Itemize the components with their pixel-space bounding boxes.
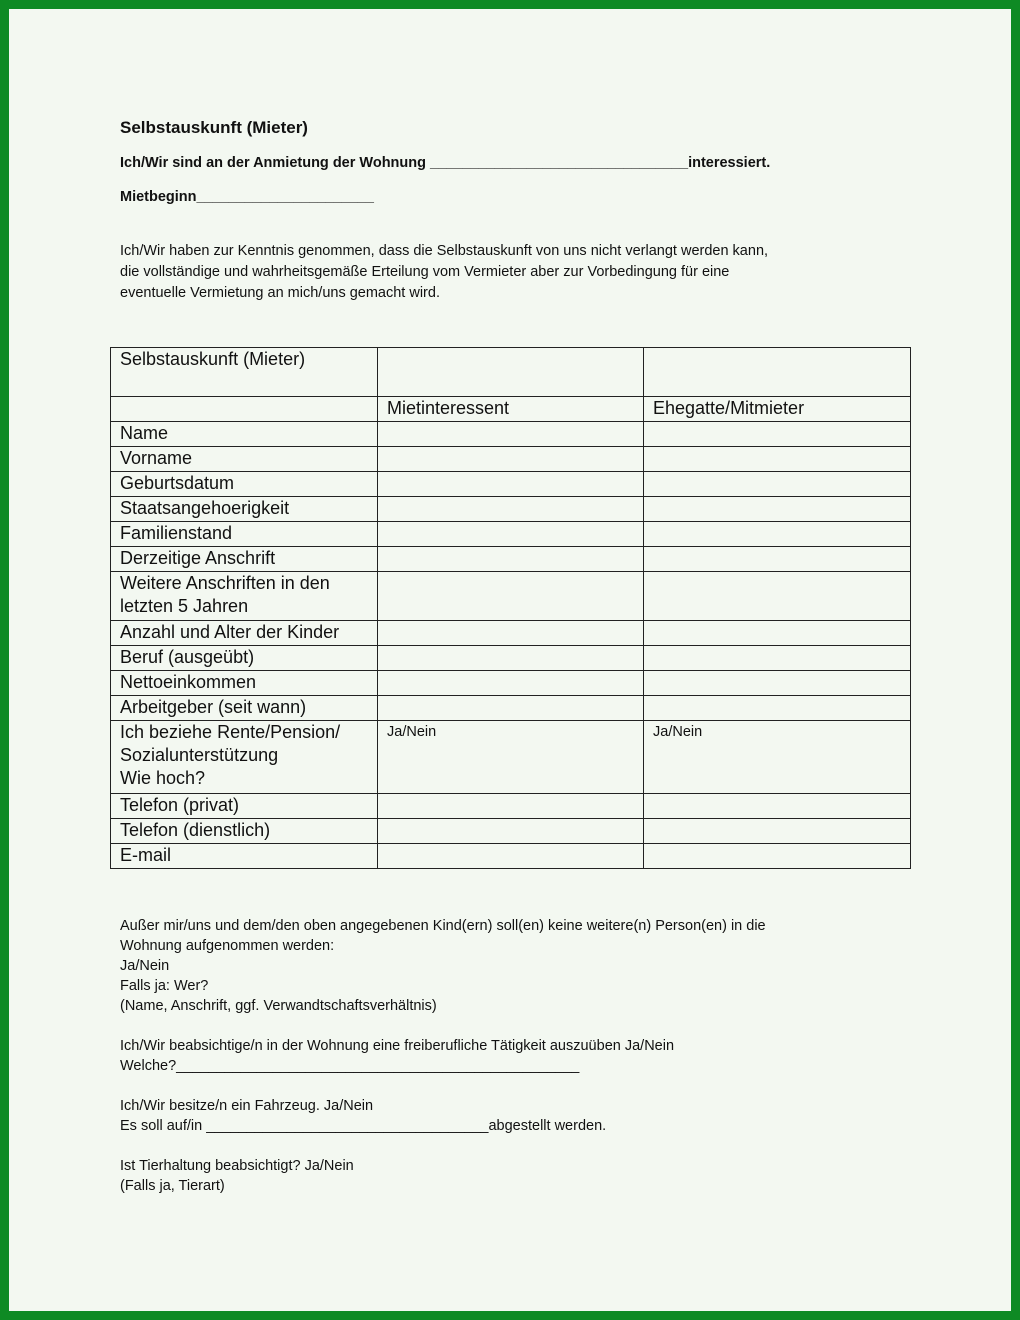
applicant-cell[interactable] (378, 794, 644, 819)
spouse-cell[interactable] (644, 447, 911, 472)
spouse-cell[interactable] (644, 696, 911, 721)
applicant-cell[interactable] (378, 572, 644, 621)
pets-block (120, 1156, 900, 1196)
table-header-title: Selbstauskunft (Mieter) (111, 348, 378, 397)
row-label-line: letzten 5 Jahren (120, 596, 249, 616)
table-header-empty (378, 348, 644, 397)
row-label: E-mail (111, 844, 378, 869)
row-label: Familienstand (111, 522, 378, 547)
text-line: (Falls ja, Tierart) (120, 1178, 225, 1194)
freelance-work-block (120, 1036, 900, 1076)
spacer (120, 1136, 900, 1156)
table-row (111, 819, 911, 844)
applicant-cell[interactable] (378, 522, 644, 547)
self-disclosure-table (110, 347, 911, 869)
applicant-cell[interactable] (378, 646, 644, 671)
spouse-yes-no-cell[interactable]: Ja/Nein (644, 721, 911, 794)
text-line: Ich/Wir besitze/n ein Fahrzeug. Ja/Nein (120, 1098, 374, 1114)
text-line: Ist Tierhaltung beabsichtigt? Ja/Nein (120, 1158, 354, 1174)
spouse-cell[interactable] (644, 794, 911, 819)
applicant-cell[interactable] (378, 447, 644, 472)
spouse-cell[interactable] (644, 472, 911, 497)
table-row (111, 621, 911, 646)
text-line: Es soll auf/in ___________________________________abgestellt werden. (120, 1118, 607, 1134)
rental-start-line: Mietbeginn______________________ (120, 189, 374, 205)
spouse-cell[interactable] (644, 422, 911, 447)
row-label: Vorname (111, 447, 378, 472)
row-label: Geburtsdatum (111, 472, 378, 497)
row-label: Beruf (ausgeübt) (111, 646, 378, 671)
additional-persons-block (120, 916, 900, 1016)
text-line: Falls ja: Wer? (120, 978, 209, 994)
spacer (120, 1016, 900, 1036)
row-label: Staatsangehoerigkeit (111, 497, 378, 522)
vehicle-block (120, 1096, 900, 1136)
spouse-cell[interactable] (644, 819, 911, 844)
table-row (111, 447, 911, 472)
row-label: Telefon (privat) (111, 794, 378, 819)
spouse-cell[interactable] (644, 547, 911, 572)
spouse-cell[interactable] (644, 522, 911, 547)
spacer (120, 1076, 900, 1096)
text-line: Ich/Wir beabsichtige/n in der Wohnung eine freiberufliche Tätigkeit auszuüben Ja/Nein (120, 1038, 675, 1054)
applicant-yes-no-cell[interactable]: Ja/Nein (378, 721, 644, 794)
text-line: Welche?__________________________________________________ (120, 1058, 580, 1074)
table-header-row (111, 348, 911, 397)
table-row (111, 522, 911, 547)
intro-paragraph (120, 241, 900, 304)
table-header-empty (644, 348, 911, 397)
table-row (111, 696, 911, 721)
table-row (111, 646, 911, 671)
spouse-cell[interactable] (644, 621, 911, 646)
row-label: Telefon (dienstlich) (111, 819, 378, 844)
column-header-spouse: Ehegatte/Mitmieter (644, 397, 911, 422)
row-label: Name (111, 422, 378, 447)
table-row (111, 497, 911, 522)
intro-line: Ich/Wir haben zur Kenntnis genommen, dass die Selbstauskunft von uns nicht verlangt werden kann, (120, 243, 769, 259)
text-line: Ja/Nein (120, 958, 170, 974)
table-row (111, 572, 911, 621)
applicant-cell[interactable] (378, 696, 644, 721)
applicant-cell[interactable] (378, 844, 644, 869)
document-title: Selbstauskunft (Mieter) (120, 118, 308, 137)
row-label-line: Sozialunterstützung (120, 745, 279, 765)
row-label: Anzahl und Alter der Kinder (111, 621, 378, 646)
intro-line: eventuelle Vermietung an mich/uns gemacht wird. (120, 285, 440, 301)
row-label-line: Weitere Anschriften in den (120, 573, 330, 593)
column-header-applicant: Mietinteressent (378, 397, 644, 422)
table-row (111, 422, 911, 447)
table-row (111, 671, 911, 696)
table-row (111, 472, 911, 497)
row-label-line: Wie hoch? (120, 768, 206, 788)
spouse-cell[interactable] (644, 671, 911, 696)
intro-line: die vollständige und wahrheitsgemäße Erteilung vom Vermieter aber zur Vorbedingung für eine (120, 264, 730, 280)
document-page (9, 9, 1011, 1311)
table-row (111, 721, 911, 794)
spouse-cell[interactable] (644, 844, 911, 869)
spouse-cell[interactable] (644, 497, 911, 522)
row-label-multiline (111, 572, 378, 621)
column-header-empty (111, 397, 378, 422)
table-row (111, 547, 911, 572)
text-line: (Name, Anschrift, ggf. Verwandtschaftsverhältnis) (120, 998, 437, 1014)
applicant-cell[interactable] (378, 497, 644, 522)
applicant-cell[interactable] (378, 422, 644, 447)
text-line: Wohnung aufgenommen werden: (120, 938, 335, 954)
text-line: Außer mir/uns und dem/den oben angegebenen Kind(ern) soll(en) keine weitere(n) Person(en) in die (120, 918, 766, 934)
apartment-interest-line: Ich/Wir sind an der Anmietung der Wohnung ________________________________interessiert. (120, 155, 771, 171)
row-label-multiline (111, 721, 378, 794)
applicant-cell[interactable] (378, 819, 644, 844)
applicant-cell[interactable] (378, 621, 644, 646)
table-row (111, 844, 911, 869)
applicant-cell[interactable] (378, 671, 644, 696)
table-row (111, 794, 911, 819)
applicant-cell[interactable] (378, 547, 644, 572)
applicant-cell[interactable] (378, 472, 644, 497)
row-label: Arbeitgeber (seit wann) (111, 696, 378, 721)
column-header-row (111, 397, 911, 422)
row-label-line: Ich beziehe Rente/Pension/ (120, 722, 341, 742)
spouse-cell[interactable] (644, 572, 911, 621)
row-label: Nettoeinkommen (111, 671, 378, 696)
spouse-cell[interactable] (644, 646, 911, 671)
bottom-section (120, 916, 900, 1196)
row-label: Derzeitige Anschrift (111, 547, 378, 572)
